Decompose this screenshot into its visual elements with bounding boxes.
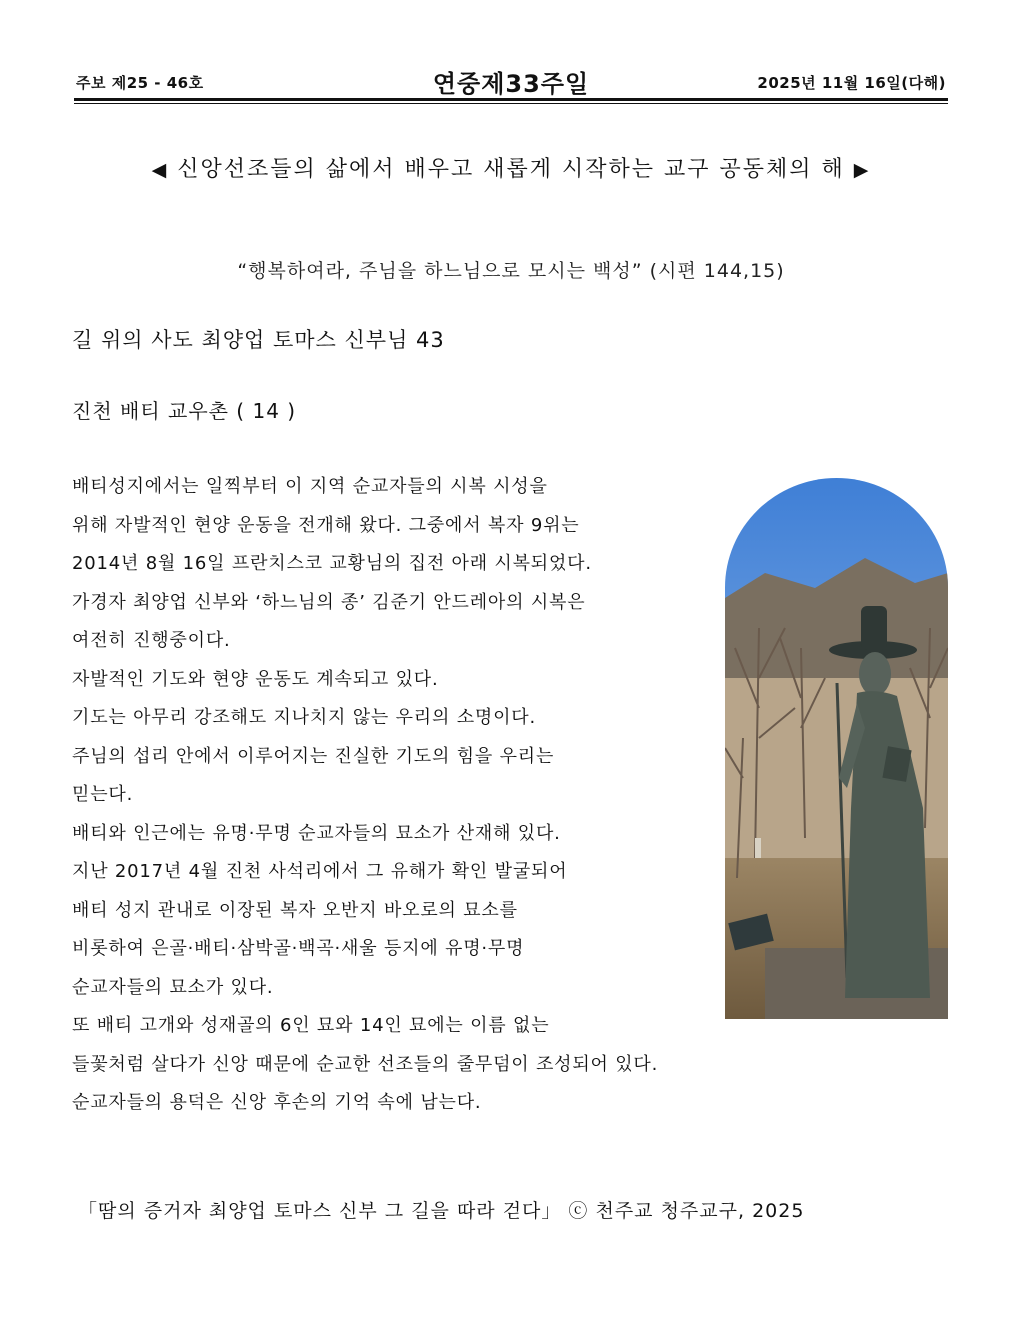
body-line: 배티와 인근에는 유명·무명 순교자들의 묘소가 산재해 있다. [72,822,561,844]
right-triangle-icon: ▶ [853,159,871,181]
priest-statue-photo [725,478,948,1019]
body-line: 순교자들의 용덕은 신앙 후손의 기억 속에 남는다. [72,1092,482,1113]
header-rule-thin [74,103,948,104]
body-line: 2014년 8월 16일 프란치스코 교황님의 집전 아래 시복되었다. [72,553,592,574]
body-line: 비롯하여 은골·배티·삼박골·백곡·새울 등지에 유명·무명 [72,938,525,959]
body-line: 위해 자발적인 현양 운동을 전개해 왔다. 그중에서 복자 9위는 [72,514,580,536]
body-line: 믿는다. [72,784,134,805]
header-rule-thick [74,98,948,101]
article-subtitle: 진천 배티 교우촌 ( 14 ) [72,399,297,423]
psalm-verse: “행복하여라, 주님을 하느님으로 모시는 백성” (시편 144,15) [237,260,785,282]
copyright-footer: 「땀의 증거자 최양업 토마스 신부 그 길을 따라 걷다」 ⓒ 천주교 청주교구, 2025 [78,1200,805,1222]
body-line: 주님의 섭리 안에서 이루어지는 진실한 기도의 힘을 우리는 [72,745,555,767]
body-line: 자발적인 기도와 현양 운동도 계속되고 있다. [72,668,439,690]
body-line: 가경자 최양업 신부와 ‘하느님의 종’ 김준기 안드레아의 시복은 [72,591,586,613]
body-line: 지난 2017년 4월 진천 사석리에서 그 유해가 확인 발굴되어 [72,861,568,882]
body-line: 배티 성지 관내로 이장된 복자 오반지 바오로의 묘소를 [72,899,518,921]
left-triangle-icon: ◀ [151,159,169,181]
body-line: 순교자들의 묘소가 있다. [72,976,274,998]
issue-number: 주보 제25 - 46호 [76,74,204,92]
grave-marker [755,838,761,858]
body-line: 또 배티 고개와 성재골의 6인 묘와 14인 묘에는 이름 없는 [72,1015,550,1036]
year-motto [74,152,948,183]
body-line: 기도는 아무리 강조해도 지나치지 않는 우리의 소명이다. [72,707,536,728]
page-title: 연중제33주일 [432,70,590,98]
issue-date: 2025년 11월 16일(다해) [757,74,946,92]
year-motto-text: 신앙선조들의 삶에서 배우고 새롭게 시작하는 교구 공동체의 해 [177,157,845,182]
body-line: 여전히 진행중이다. [72,630,231,651]
body-line: 들꽃처럼 살다가 신앙 때문에 순교한 선조들의 줄무덤이 조성되어 있다. [72,1053,659,1075]
series-title: 길 위의 사도 최양업 토마스 신부님 43 [72,328,445,352]
statue-head [859,652,891,696]
gat-hat-crown [861,606,887,650]
statue-illustration [725,478,948,1019]
bulletin-header [74,64,948,100]
body-line: 배티성지에서는 일찍부터 이 지역 순교자들의 시복 시성을 [72,476,548,497]
